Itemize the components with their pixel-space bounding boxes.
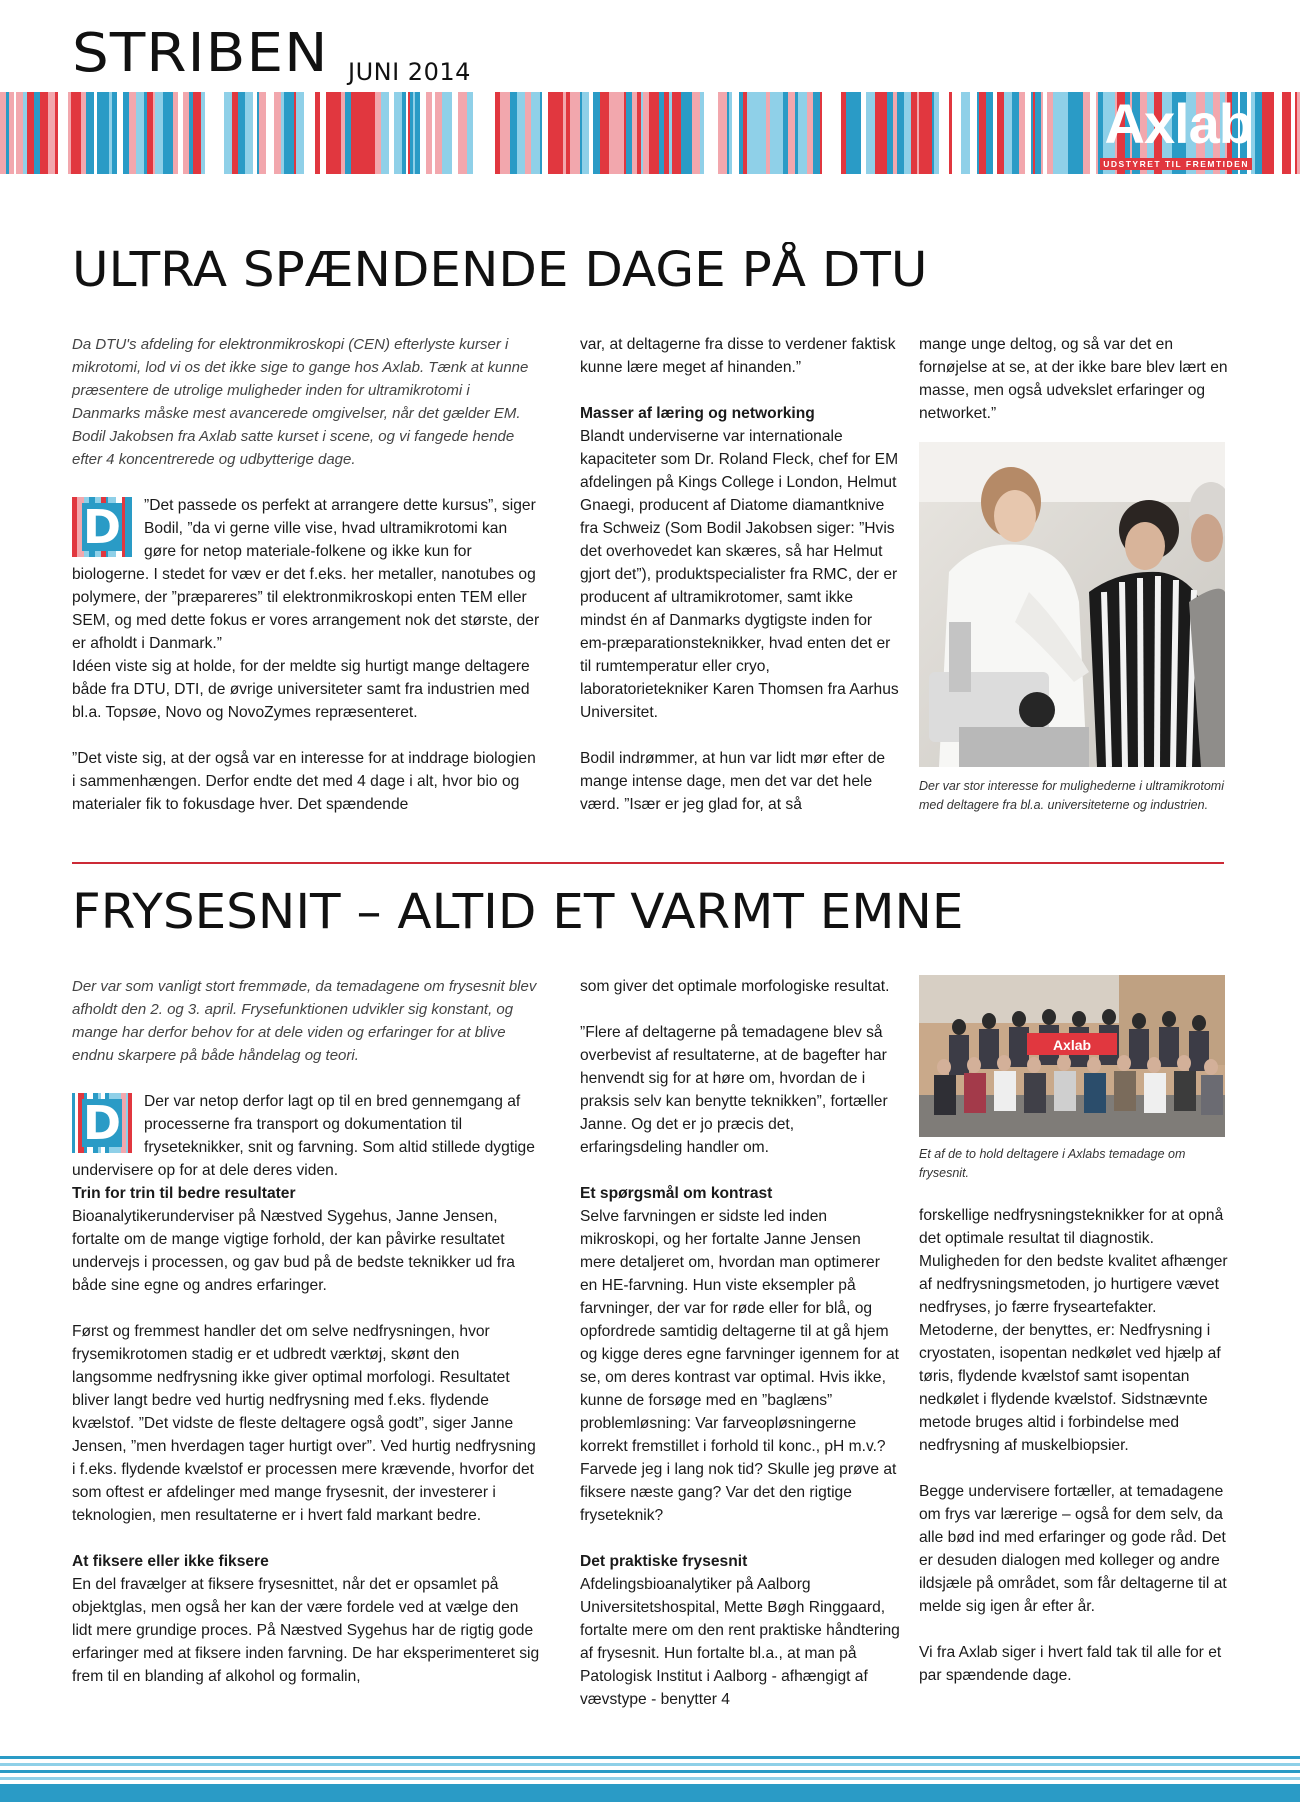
stripe [681,92,687,174]
stripe [163,92,173,174]
stripe [919,92,925,174]
article2-paragraph-text: Selve farvningen er sidste led inden mikroskopi, og her fortalte Janne Jensen mere detaljeret om, hvordan man optimerer en HE-farvning. Hun viste eksempler på farvninger, der var for røde eller for blå, og opfordrede samtidig deltagerne til at gå hjem og kigge deres egne farvninger igennem for at se, om deres kontrast var optimal. Hvis ikke, kunne de forsøge med en ”baglæns” problemløsning: Var farveopløsningerne korrekt fremstillet i forhold til konc., pH m.v.? Farvede jeg i lang nok tid? Skulle jeg prøve at fiksere næste gang? Var det den rigtige fryseteknik? [580,1208,900,1524]
stripe [1271,92,1274,174]
stripe [173,92,178,174]
stripe [1282,92,1289,174]
stripe [585,92,589,174]
stripe [193,92,201,174]
article2-paragraph [72,1550,540,1688]
stripe [1255,92,1262,174]
stripe [363,92,370,174]
stripe [718,92,727,174]
stripe [147,92,153,174]
stripe [14,92,16,174]
stripe [0,92,6,174]
stripe [729,92,732,174]
stripe [1043,92,1047,174]
stripe [16,92,23,174]
stripe [510,92,517,174]
stripe [997,92,1004,174]
stripe [1004,92,1012,174]
stripe [34,92,40,174]
stripe [442,92,452,174]
stripe [119,92,123,174]
stripe [205,92,214,174]
stripe [855,92,859,174]
article2-intro: Der var som vanligt stort fremmøde, da temadagene om frysesnit blev afholdt den 2. og 3. april. Frysefunktionen udvikler sig konstant, og mange har derfor behov for at dele viden og erfaringer for at blive endnu skarpere på både håndelag og teori. [72,978,537,1064]
stripe [144,92,147,174]
stripe [743,92,747,174]
stripe [1291,92,1295,174]
stripe [979,92,986,174]
stripe [123,92,129,174]
stripe [1289,92,1291,174]
stripe [807,92,813,174]
stripe [732,92,739,174]
article2-subhead: Det praktiske frysesnit [580,1553,748,1570]
stripe [1035,92,1038,174]
article2-paragraph: Vi fra Axlab siger i hvert fald tak til alle for et par spændende dage. [919,1644,1222,1684]
microscope-photo-image [919,442,1225,767]
stripe [986,92,993,174]
stripe [257,92,259,174]
stripe [977,92,979,174]
stripe [563,92,566,174]
stripe [383,92,389,174]
stripe [580,92,582,174]
stripe [643,92,649,174]
stripe [687,92,692,174]
article2-paragraph: forskellige nedfrysningsteknikker for at opnå det optimale resultat til diagnostik. Muligheden for den bedste kvalitet afhænger af nedfrysningsmetoden, jo hurtigere vævet nedfryses, jo færre fryseartefakter. Metoderne, der benyttes, er: Nedfrysning i cryostaten, isopentan nedkølet ved hjælp af tøris, flydende kvælstof samt isopentan nedkølet i flydende kvælstof. Sidstnævnte metode bruges altid i forbindelse med nedfrysning af muskelbiopsier. [919,1207,1228,1454]
stripe [345,92,347,174]
stripe [1033,92,1035,174]
stripe [713,92,718,174]
stripe [311,92,315,174]
stripe [58,92,68,174]
stripe [266,92,268,174]
stripe [259,92,266,174]
stripe [881,92,887,174]
article2-subhead: Trin for trin til bedre resultater [72,1185,296,1202]
stripe [1025,92,1031,174]
stripe [495,92,500,174]
stripe [542,92,548,174]
group-photo-image [919,975,1225,1137]
stripe [23,92,27,174]
article2-subhead: Et spørgsmål om kontrast [580,1185,773,1202]
article2-paragraph: ”Flere af deltagerne på temadagene blev så overbevist af resultaterne, at de bagefter har henvendt sig for at høre om, hvordan de i praksis selv kan benytte teknikken”, fortæller Janne. Og det er jo præcis det, erfaringsdeling handler om. [580,1024,888,1156]
stripe [81,92,86,174]
dropcap-letter: D [82,500,122,554]
stripe [94,92,97,174]
stripe [795,92,798,174]
stripe [103,92,109,174]
stripe [351,92,360,174]
masthead-date: JUNI 2014 [348,58,471,86]
stripe [86,92,94,174]
stripe [827,92,835,174]
article2-paragraph: Begge undervisere fortæller, at temadagene om frys var lærerige – også for dem selv, da alle bød ind med erfaringer og gode råd. Det er desuden dialogen med kolleger og andre ildsjæle på området, som får deltagerne til at melde sig igen år efter år. [919,1483,1227,1615]
stripe [917,92,919,174]
stripe [500,92,510,174]
group-photo [919,975,1225,1137]
stripe [822,92,827,174]
article1-paragraph: ”Det passede os perfekt at arrangere dette kursus”, siger Bodil, ”da vi gerne ville vise, hvad ultramikrotomi kan gøre for netop materiale-folkene og ikke kun for biologerne. I stedet for væv er det f.eks. her metaller, nanotubes og polymere, der ”præpareres” til elektronmikroskopi enten TEM eller SEM, og med dette fokus er vores arrangement nok det største, der er afholdt i Danmark.” [72,497,540,652]
stripe [482,92,488,174]
stripe [566,92,570,174]
article1-headline: ULTRA SPÆNDENDE DAGE PÅ DTU [72,242,928,298]
stripe [1274,92,1282,174]
stripe [214,92,224,174]
stripe [394,92,402,174]
stripe [641,92,643,174]
stripe [861,92,866,174]
stripe [517,92,525,174]
stripe [335,92,341,174]
stripe [71,92,81,174]
stripe [939,92,949,174]
stripe [370,92,375,174]
article1-column-1 [72,333,540,816]
article1-column-2 [580,333,900,816]
article2-paragraph [580,1182,900,1527]
stripe [540,92,542,174]
group-photo-sign: Axlab [1052,1037,1092,1053]
stripe [704,92,713,174]
stripe [294,92,296,174]
stripe [904,92,911,174]
stripe [911,92,917,174]
stripe [773,92,783,174]
microscope-photo [919,442,1225,767]
stripe [664,92,669,174]
article1-subhead: Masser af læring og networking [580,405,815,422]
stripe [189,92,193,174]
stripe [238,92,242,174]
stripe [341,92,345,174]
stripe [672,92,681,174]
stripe [600,92,609,174]
article1-caption: Der var stor interesse for mulighederne i ultramikrotomi med deltagere fra bl.a. universiteterne og industrien. [919,779,1224,812]
masthead-title: STRIBEN [72,21,329,84]
article2-paragraph [580,1550,900,1711]
section-divider [72,862,1224,864]
stripe [866,92,875,174]
article1-paragraph: Bodil indrømmer, at hun var lidt mør efter de mange intense dage, men det var det hele værd. ”Især er jeg glad for, at så [580,750,886,813]
stripe [952,92,961,174]
stripe [467,92,473,174]
stripe [406,92,408,174]
stripe [788,92,795,174]
stripe [875,92,881,174]
stripe [129,92,136,174]
stripe [253,92,257,174]
stripe [1012,92,1014,174]
stripe [413,92,415,174]
stripe [112,92,117,174]
stripe [609,92,614,174]
stripe [659,92,664,174]
stripe [435,92,442,174]
stripe [473,92,482,174]
article1-column-3 [919,333,1229,425]
article2-paragraph: som giver det optimale morfologiske resultat. [580,978,890,995]
article1-paragraph: mange unge deltog, og så var det en fornøjelse at se, at der ikke bare blev lært en masse, men også udvekslet erfaringer og networket.” [919,336,1228,422]
stripe [555,92,563,174]
stripe [488,92,495,174]
stripe [315,92,318,174]
stripe [1262,92,1271,174]
stripe [925,92,932,174]
stripe [798,92,807,174]
stripe [201,92,205,174]
stripe [637,92,641,174]
stripe [893,92,897,174]
footer-band [0,1752,1300,1802]
stripe [318,92,320,174]
article2-paragraph [72,1182,540,1297]
stripe [525,92,531,174]
stripe [649,92,659,174]
stripe [747,92,757,174]
stripe [426,92,432,174]
stripe [593,92,600,174]
stripe [9,92,14,174]
stripe [934,92,939,174]
article2-caption: Et af de to hold deltagere i Axlabs temadage om frysesnit. [919,1147,1186,1180]
stripe [846,92,855,174]
stripe [55,92,58,174]
stripe [381,92,383,174]
stripe [820,92,822,174]
stripe [136,92,144,174]
stripe [48,92,55,174]
stripe [961,92,970,174]
stripe [887,92,893,174]
stripe [770,92,773,174]
stripe [582,92,585,174]
stripe [420,92,426,174]
article1-dropcap [72,497,132,557]
stripe [232,92,238,174]
stripe [1019,92,1025,174]
stripe [993,92,997,174]
stripe [402,92,406,174]
article2-column-3 [919,1204,1229,1687]
stripe [932,92,934,174]
stripe [268,92,274,174]
stripe [548,92,555,174]
stripe [626,92,632,174]
stripe [68,92,71,174]
stripe [1031,92,1033,174]
stripe [897,92,904,174]
stripe [766,92,770,174]
stripe [224,92,232,174]
stripe [320,92,326,174]
stripe [284,92,294,174]
stripe [432,92,435,174]
stripe [347,92,351,174]
stripe [410,92,413,174]
stripe [109,92,112,174]
stripe [245,92,253,174]
stripe [757,92,766,174]
stripe [389,92,394,174]
axlab-logo[interactable] [1052,92,1252,172]
stripe [452,92,458,174]
stripe [6,92,9,174]
stripe [1017,92,1019,174]
logo-tagline: UDSTYRET TIL FREMTIDEN [1100,158,1252,170]
stripe [27,92,34,174]
article2-subhead: At fiksere eller ikke fiksere [72,1553,269,1570]
article2-column-2 [580,975,900,1711]
stripe [458,92,467,174]
stripe [178,92,183,174]
dropcap-letter: D [82,1096,122,1150]
article1-paragraph: var, at deltagerne fra disse to verdener faktisk kunne lære meget af hinanden.” [580,336,896,376]
stripe [274,92,281,174]
article1-paragraph: Idéen viste sig at holde, for der meldte sig hurtigt mange deltagere både fra DTU, DTI, de øvrige universiteter samt fra industrien med bl.a. Topsøe, Novo og NovoZymes repræsenteret. [72,658,530,721]
stripe [624,92,626,174]
stripe [739,92,743,174]
stripe [700,92,704,174]
article1-paragraph-text: Blandt underviserne var internationale kapaciteter som Dr. Roland Fleck, chef for EM afdelingen på Kings College i London, Helmut Gnaegi, producent af Diatome diamantknive fra Schweiz (Som Bodil Jakobsen siger: ”Hvis det overhovedet kan skæres, så har Helmut gjort det”), produktspecialister fra RMC, der er producent af ultramikrotomer, samt ikke mindst én af Danmarks dygtigste inden for em-præparationsteknikker, hvad enten det er til rumtemperatur eller cryo, laboratorietekniker Karen Thomsen fra Aarhus Universitet. [580,428,899,721]
article2-paragraph-text: En del fravælger at fiksere frysesnittet, når det er opsamlet på objektglas, men også her kan der være fordele ved at vælge den lidt mere grundige proces. På Næstved Sygehus har de rigtig gode erfaringer med at fiksere inden farvning. De har eksperimenteret sig frem til en blanding af alkohol og formalin, [72,1576,540,1685]
footer-stripes [0,1752,1300,1802]
stripe [1295,92,1297,174]
stripe [97,92,103,174]
stripe [1041,92,1043,174]
article1-paragraph: ”Det viste sig, at der også var en interesse for at inddrage biologien i sammenhængen. Derfor endte det med 4 dage i alt, hvor bio og materialer fik to fokusdage hver. Det spændende [72,750,536,813]
stripe [727,92,729,174]
stripe [859,92,861,174]
stripe [375,92,381,174]
stripe [415,92,420,174]
article1-intro: Da DTU's afdeling for elektronmikroskopi (CEN) efterlyste kurser i mikrotomi, lod vi os det ikke sige to gange hos Axlab. Tænk at kunne præsentere de utrolige muligheder inden for ultramikrotomi i Danmarks måske mest avancerede omgivelser, når det gælder EM. Bodil Jakobsen fra Axlab satte kurset i scene, og vi fangede hende efter 4 koncentrerede og udbytterige dage. [72,336,529,468]
stripe [835,92,841,174]
stripe [531,92,540,174]
article1-paragraph [580,402,900,724]
stripe [841,92,846,174]
stripe [296,92,304,174]
article2-dropcap [72,1093,132,1153]
article2-headline: FRYSESNIT – ALTID ET VARMT EMNE [72,884,964,940]
stripe [1014,92,1017,174]
article2-paragraph-text: Bioanalytikerunderviser på Næstved Sygehus, Janne Jensen, fortalte om de mange vigtige forhold, der kan påvirke resultatet undervejs i processen, og gav bud på de bedste teknikker ud fra både sine egne og andres erfaringer. [72,1208,515,1294]
stripe [1038,92,1041,174]
stripe [692,92,700,174]
stripe [360,92,363,174]
article2-paragraph: Først og fremmest handler det om selve nedfrysningen, hvor frysemikrotomen stadig er et udbredt værktøj, skønt den langsomme nedfrysning ikke giver optimal morfologi. Resultatet bliver langt bedre ved hurtig nedfrysning med f.eks. flydende kvælstof. ”Det vidste de fleste deltagere også godt”, siger Janne Jensen, ”men hverdagen tager hurtigt over”. Ved hurtig nedfrysning i f.eks. flydende kvælstof er processen mere krævende, hvorfor det som oftest er afdelinger med mange frysesnit, der investerer i teknologien, men resultaterne er i hvert fald markant bedre. [72,1323,536,1524]
article2-paragraph: Der var netop derfor lagt op til en bred gennemgang af processerne fra transport og dokumentation til fryseteknikker, snit og farvning. Som altid stillede dygtige undervisere op for at dele deres viden. [72,1093,535,1179]
stripe [117,92,119,174]
stripe [614,92,624,174]
stripe [408,92,410,174]
article2-paragraph-text: Afdelingsbioanalytiker på Aalborg Universitetshospital, Mette Bøgh Ringgaard, fortalte mere om den rent praktiske håndtering af frysesnit. Hun fortalte bl.a., at man på Patologisk Institut i Aalborg - afhængigt af vævstype - benytter 4 [580,1576,900,1708]
logo-word: Axlab [1104,92,1252,155]
stripe [281,92,284,174]
stripe [183,92,189,174]
stripe [783,92,788,174]
stripe [242,92,245,174]
stripe [949,92,952,174]
stripe [669,92,672,174]
stripe [589,92,593,174]
article2-column-1 [72,975,540,1688]
stripe [570,92,580,174]
stripe [40,92,48,174]
stripe [153,92,155,174]
stripe [632,92,637,174]
stripe [155,92,163,174]
stripe [304,92,311,174]
stripe [326,92,335,174]
stripe [813,92,820,174]
stripe [970,92,977,174]
